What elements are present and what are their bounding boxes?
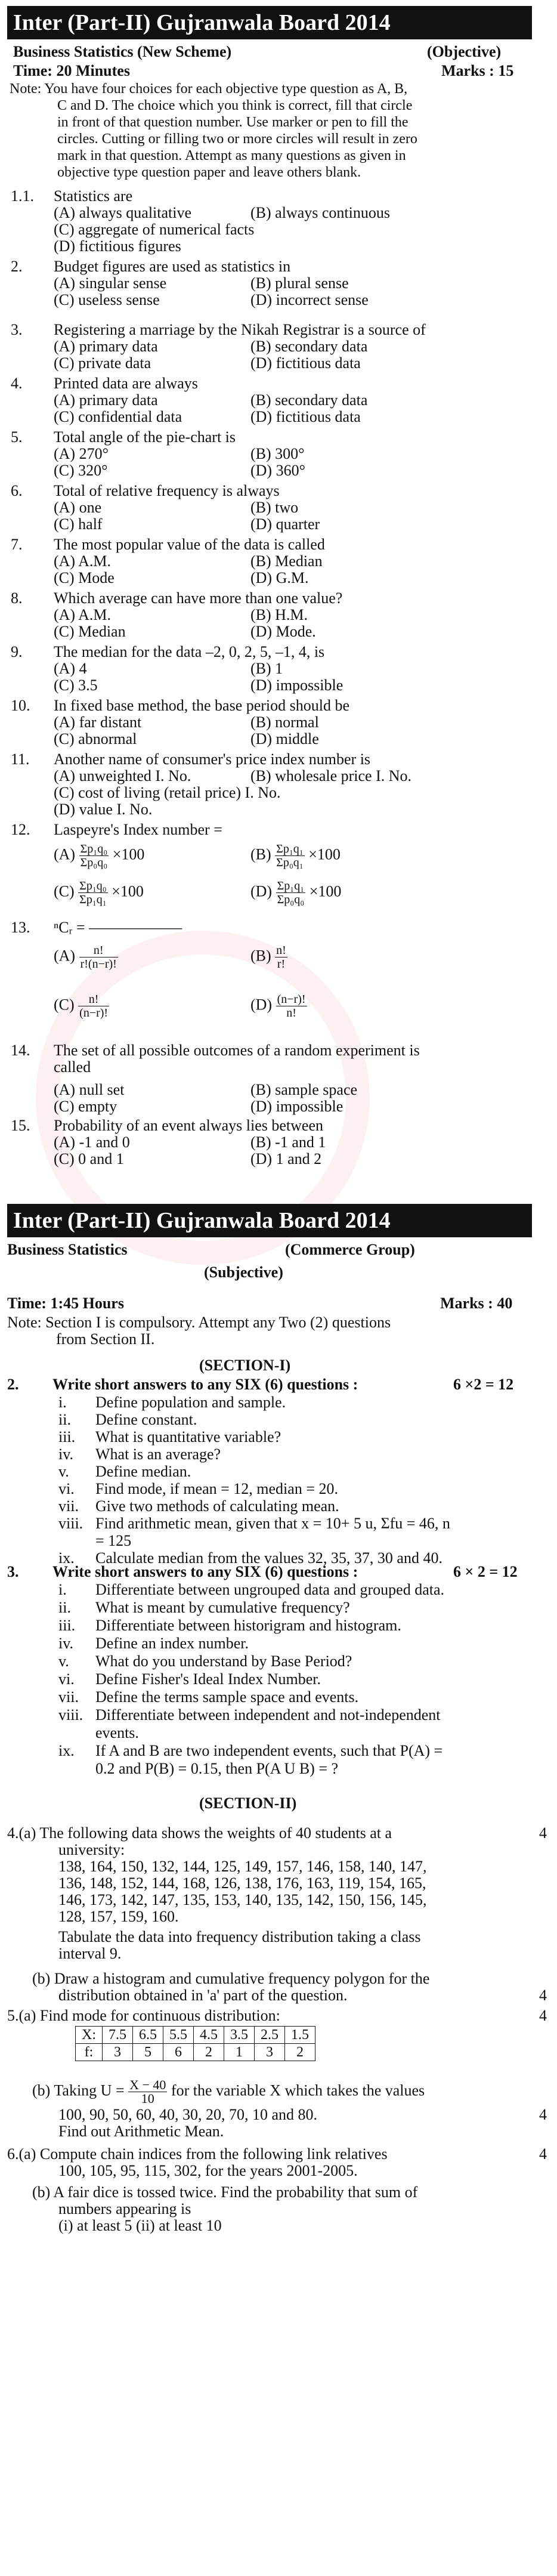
- question-number: 1.1.: [11, 187, 34, 205]
- option-b: (B) sample space: [250, 1081, 358, 1098]
- long-question-line: 6.(a) Compute chain indices from the following link relatives: [7, 2145, 388, 2163]
- table-cell: 1: [224, 2044, 255, 2061]
- option-d: (D) 360°: [250, 462, 305, 479]
- table-row-f: [76, 2044, 315, 2061]
- option-a-formula: (A) $\frac{\text{Σp₁q₀}}{\text{Σp₀q₀}}$ ×100: [54, 842, 145, 869]
- long-question-line: (b) Draw a histogram and cumulative frequency polygon for the: [32, 1970, 430, 1987]
- option-a: (A) 270°: [54, 445, 109, 462]
- question-text: Total angle of the pie-chart is: [54, 428, 236, 446]
- item-text: Define an index number.: [95, 1635, 249, 1652]
- subjective-marks: Marks : 40: [440, 1295, 513, 1312]
- item-text: If A and B are two independent events, such that P(A) =: [95, 1742, 443, 1759]
- table-cell: f:: [76, 2044, 103, 2061]
- objective-subject: Business Statistics (New Scheme): [13, 43, 232, 60]
- item-number: ix.: [58, 1549, 75, 1567]
- note-line: circles. Cutting or filling two or more circles will result in zero: [57, 131, 417, 147]
- option-c: (C) aggregate of numerical facts: [54, 221, 255, 238]
- question-text-cont: called: [54, 1058, 91, 1076]
- long-question-line: Tabulate the data into frequency distribution taking a class: [58, 1928, 421, 1945]
- question-text: ⁿCᵣ = ——————: [54, 919, 182, 936]
- item-number: viii.: [58, 1706, 83, 1723]
- table-cell: 3: [255, 2044, 285, 2061]
- item-text: Find arithmetic mean, given that x = 10+ 5 u, Σfu = 46, n: [95, 1515, 450, 1532]
- option-d: (D) Mode.: [250, 623, 316, 640]
- option-b: (B) normal: [250, 714, 319, 731]
- question-marks: 4: [539, 1987, 547, 2004]
- option-c: (C) confidential data: [54, 408, 182, 425]
- question-number: 6.: [11, 482, 23, 499]
- table-cell: 3.5: [224, 2027, 255, 2044]
- table-cell: 2: [285, 2044, 315, 2061]
- question-marks: 4: [539, 1824, 547, 1842]
- question-number: 2.: [11, 258, 23, 275]
- section-2-heading: (SECTION-II): [199, 1794, 297, 1812]
- option-a: (A) null set: [54, 1081, 125, 1098]
- table-cell: 4.5: [194, 2027, 224, 2044]
- question-number: 9.: [11, 643, 23, 660]
- option-c: (C) 3.5: [54, 677, 98, 694]
- option-a: (A) far distant: [54, 714, 142, 731]
- item-number: iv.: [58, 1635, 74, 1652]
- option-c: (C) Mode: [54, 569, 115, 586]
- item-text: Give two methods of calculating mean.: [95, 1497, 339, 1515]
- long-question-line: interval 9.: [58, 1945, 122, 1962]
- question-number: 5.: [11, 428, 23, 446]
- option-c-formula: (C) $\frac{\text{Σp₁q₀}}{\text{Σp₁q₁}}$ ×100: [54, 879, 144, 906]
- long-question-line: (i) at least 5 (ii) at least 10: [58, 2217, 222, 2234]
- subjective-paper-type: (Subjective): [204, 1264, 283, 1281]
- table-cell: 1.5: [285, 2027, 315, 2044]
- item-text: Differentiate between ungrouped data and grouped data.: [95, 1581, 444, 1598]
- long-question-line: 136, 148, 152, 144, 168, 126, 138, 176, 163, 119, 154, 165,: [58, 1874, 426, 1892]
- subjective-note-cont: from Section II.: [56, 1330, 155, 1348]
- long-question-line: (b) A fair dice is tossed twice. Find the probability that sum of: [32, 2183, 418, 2201]
- option-a: (A) 4: [54, 660, 87, 677]
- item-text: events.: [95, 1724, 139, 1741]
- note-line: mark in that question. Attempt as many questions as given in: [57, 148, 406, 163]
- table-row-x: [76, 2027, 315, 2044]
- question-number: 8.: [11, 589, 23, 607]
- item-text: = 125: [95, 1532, 132, 1549]
- item-text: Define Fisher's Ideal Index Number.: [95, 1670, 321, 1688]
- note-line: Note: You have four choices for each objective type question as A, B,: [10, 81, 408, 97]
- option-b: (B) Median: [250, 552, 323, 570]
- question-text: Probability of an event always lies between: [54, 1117, 323, 1134]
- item-text: 0.2 and P(B) = 0.15, then P(A U B) = ?: [95, 1760, 339, 1777]
- item-text: What do you understand by Base Period?: [95, 1653, 352, 1670]
- table-cell: X:: [76, 2027, 103, 2044]
- question-marks: 4: [539, 2106, 547, 2123]
- item-text: What is quantitative variable?: [95, 1428, 281, 1445]
- question-marks: 4: [539, 2007, 547, 2024]
- question-text: Another name of consumer's price index number is: [54, 750, 371, 768]
- item-number: iv.: [58, 1445, 74, 1463]
- option-d: (D) value I. No.: [54, 801, 153, 818]
- option-b: (B) wholesale price I. No.: [250, 767, 412, 784]
- option-c: (C) private data: [54, 354, 151, 372]
- option-b: (B) H.M.: [250, 606, 308, 623]
- subjective-group: (Commerce Group): [285, 1241, 415, 1258]
- subjective-time: Time: 1:45 Hours: [7, 1295, 124, 1312]
- question-number: 12.: [11, 821, 30, 838]
- option-d: (D) fictitious figures: [54, 237, 181, 255]
- option-b: (B) -1 and 1: [250, 1133, 326, 1151]
- table-cell: 7.5: [103, 2027, 133, 2044]
- option-c: (C) Median: [54, 623, 126, 640]
- question-marks: 4: [539, 2145, 547, 2163]
- option-b-formula: (B) $\frac{\text{Σp₁q₁}}{\text{Σp₀q₁}}$ ×100: [250, 842, 341, 869]
- option-d: (D) 1 and 2: [250, 1150, 322, 1167]
- table-cell: 3: [103, 2044, 133, 2061]
- question-number: 11.: [11, 750, 30, 768]
- item-text: Define the terms sample space and events.: [95, 1688, 359, 1706]
- question-text: Total of relative frequency is always: [54, 482, 280, 499]
- note-line: in front of that question number. Use marker or pen to fill the: [57, 115, 409, 130]
- item-text: Differentiate between independent and not-independent: [95, 1706, 441, 1723]
- option-d-formula: (D) $\frac{(n-r)!}{n!}$: [250, 993, 306, 1020]
- question-text: Statistics are: [54, 187, 133, 205]
- item-text: What is an average?: [95, 1445, 221, 1463]
- question-number: 13.: [11, 919, 30, 936]
- table-cell: 2.5: [255, 2027, 285, 2044]
- option-d: (D) quarter: [250, 515, 320, 533]
- question-text: The most popular value of the data is called: [54, 536, 325, 553]
- item-number: ix.: [58, 1742, 75, 1759]
- question-heading: Write short answers to any SIX (6) questions :: [52, 1376, 358, 1393]
- option-d-formula: (D) $\frac{\text{Σp₁q₁}}{\text{Σp₀q₀}}$ ×100: [250, 879, 342, 906]
- option-c: (C) useless sense: [54, 291, 160, 308]
- question-marks: 6 ×2 = 12: [453, 1376, 514, 1393]
- question-text: The set of all possible outcomes of a random experiment is: [54, 1042, 420, 1059]
- option-b: (B) 1: [250, 660, 283, 677]
- option-a: (A) A.M.: [54, 552, 112, 570]
- long-question-line: 5.(a) Find mode for continuous distribution:: [7, 2007, 280, 2024]
- question-text: Registering a marriage by the Nikah Registrar is a source of: [54, 321, 426, 338]
- long-question-line: university:: [58, 1841, 125, 1858]
- item-number: viii.: [58, 1515, 83, 1532]
- option-b: (B) plural sense: [250, 274, 349, 292]
- item-text: Define median.: [95, 1463, 191, 1480]
- option-c: (C) cost of living (retail price) I. No.: [54, 784, 281, 801]
- item-number: vi.: [58, 1480, 75, 1497]
- option-a: (A) always qualitative: [54, 204, 192, 221]
- subjective-subject: Business Statistics: [7, 1241, 128, 1258]
- option-b: (B) secondary data: [250, 338, 368, 355]
- option-d: (D) fictitious data: [250, 354, 361, 372]
- question-number: 4.: [11, 375, 23, 392]
- question-number: 14.: [11, 1042, 30, 1059]
- item-text: What is meant by cumulative frequency?: [95, 1599, 350, 1616]
- item-number: i.: [58, 1394, 67, 1411]
- long-question-formula-line: (b) Taking U = $\frac{X - 40}{10}$ for the variable X which takes the values: [32, 2077, 425, 2106]
- question-text: The median for the data –2, 0, 2, 5, –1, 4, is: [54, 643, 325, 660]
- table-cell: 5: [133, 2044, 163, 2061]
- note-line: objective type question paper and leave others blank.: [57, 165, 361, 180]
- question-text: Laspeyre's Index number =: [54, 821, 222, 838]
- question-number: 10.: [11, 697, 30, 714]
- long-question-line: Find out Arithmetic Mean.: [58, 2123, 224, 2140]
- option-d: (D) middle: [250, 730, 319, 748]
- objective-paper-type: (Objective): [427, 43, 502, 60]
- option-b: (B) always continuous: [250, 204, 390, 221]
- item-text: Calculate median from the values 32, 35, 37, 30 and 40.: [95, 1549, 442, 1567]
- table-cell: 6.5: [133, 2027, 163, 2044]
- question-heading: Write short answers to any SIX (6) questions :: [52, 1563, 358, 1580]
- item-number: iii.: [58, 1428, 76, 1445]
- option-d: (D) G.M.: [250, 569, 309, 586]
- option-a: (A) primary data: [54, 338, 158, 355]
- item-number: v.: [58, 1653, 69, 1670]
- option-a: (A) -1 and 0: [54, 1133, 130, 1151]
- item-number: vii.: [58, 1497, 79, 1515]
- option-c: (C) empty: [54, 1098, 117, 1115]
- subjective-note: Note: Section I is compulsory. Attempt any Two (2) questions: [7, 1314, 391, 1331]
- option-d: (D) impossible: [250, 1098, 344, 1115]
- question-number: 3.: [11, 321, 23, 338]
- question-text: Budget figures are used as statistics in: [54, 258, 291, 275]
- option-c: (C) 0 and 1: [54, 1150, 124, 1167]
- option-b: (B) secondary data: [250, 391, 368, 409]
- table-cell: 6: [163, 2044, 194, 2061]
- long-question-line: 100, 90, 50, 60, 40, 30, 20, 70, 10 and 80.: [58, 2106, 318, 2123]
- item-text: Find mode, if mean = 12, median = 20.: [95, 1480, 338, 1497]
- item-number: i.: [58, 1581, 67, 1598]
- question-number: 3.: [7, 1563, 19, 1580]
- item-number: vii.: [58, 1688, 79, 1706]
- item-number: v.: [58, 1463, 69, 1480]
- section-1-heading: (SECTION-I): [199, 1357, 291, 1374]
- option-a: (A) A.M.: [54, 606, 112, 623]
- option-c: (C) 320°: [54, 462, 108, 479]
- item-number: iii.: [58, 1617, 76, 1634]
- item-number: ii.: [58, 1411, 71, 1428]
- option-a: (A) unweighted I. No.: [54, 767, 191, 784]
- table-cell: 2: [194, 2044, 224, 2061]
- long-question-line: 138, 164, 150, 132, 144, 125, 149, 157, 146, 158, 140, 147,: [58, 1858, 427, 1875]
- item-text: Define constant.: [95, 1411, 197, 1428]
- long-question-line: numbers appearing is: [58, 2200, 191, 2217]
- long-question-line: 4.(a) The following data shows the weights of 40 students at a: [7, 1824, 392, 1842]
- option-a: (A) one: [54, 499, 102, 516]
- note-line: C and D. The choice which you think is correct, fill that circle: [57, 98, 413, 113]
- option-b: (B) 300°: [250, 445, 305, 462]
- question-number: 2.: [7, 1376, 19, 1393]
- option-d: (D) incorrect sense: [250, 291, 369, 308]
- question-text: Which average can have more than one value?: [54, 589, 343, 607]
- item-number: vi.: [58, 1670, 75, 1688]
- option-b-formula: (B) $\frac{n!}{r!}$: [250, 944, 286, 971]
- table-cell: 5.5: [163, 2027, 194, 2044]
- long-question-line: 128, 157, 159, 160.: [58, 1908, 179, 1925]
- item-text: Differentiate between historigram and histogram.: [95, 1617, 401, 1634]
- question-number: 15.: [11, 1117, 30, 1134]
- long-question-line: 146, 173, 142, 147, 135, 153, 140, 135, 142, 150, 156, 145,: [58, 1891, 427, 1908]
- option-d: (D) fictitious data: [250, 408, 361, 425]
- option-d: (D) impossible: [250, 677, 344, 694]
- option-c: (C) half: [54, 515, 103, 533]
- option-a-formula: (A) $\frac{n!}{r!(n-r)!}$: [54, 944, 117, 971]
- option-a: (A) primary data: [54, 391, 158, 409]
- option-a: (A) singular sense: [54, 274, 167, 292]
- long-question-line: 100, 105, 95, 115, 302, for the years 2001-2005.: [58, 2162, 358, 2179]
- option-c: (C) abnormal: [54, 730, 137, 748]
- question-text: Printed data are always: [54, 375, 198, 392]
- objective-marks: Marks : 15: [441, 62, 514, 79]
- subjective-banner: Inter (Part-II) Gujranwala Board 2014: [7, 1204, 532, 1237]
- question-marks: 6 × 2 = 12: [453, 1563, 518, 1580]
- objective-time: Time: 20 Minutes: [13, 62, 130, 79]
- question-text: In fixed base method, the base period should be: [54, 697, 350, 714]
- option-b: (B) two: [250, 499, 299, 516]
- frequency-table: [75, 2026, 315, 2061]
- long-question-line: distribution obtained in 'a' part of the question.: [58, 1987, 348, 2004]
- objective-banner: Inter (Part-II) Gujranwala Board 2014: [7, 6, 532, 39]
- item-number: ii.: [58, 1599, 71, 1616]
- item-text: Define population and sample.: [95, 1394, 286, 1411]
- question-number: 7.: [11, 536, 23, 553]
- option-c-formula: (C) $\frac{n!}{(n-r)!}$: [54, 993, 109, 1020]
